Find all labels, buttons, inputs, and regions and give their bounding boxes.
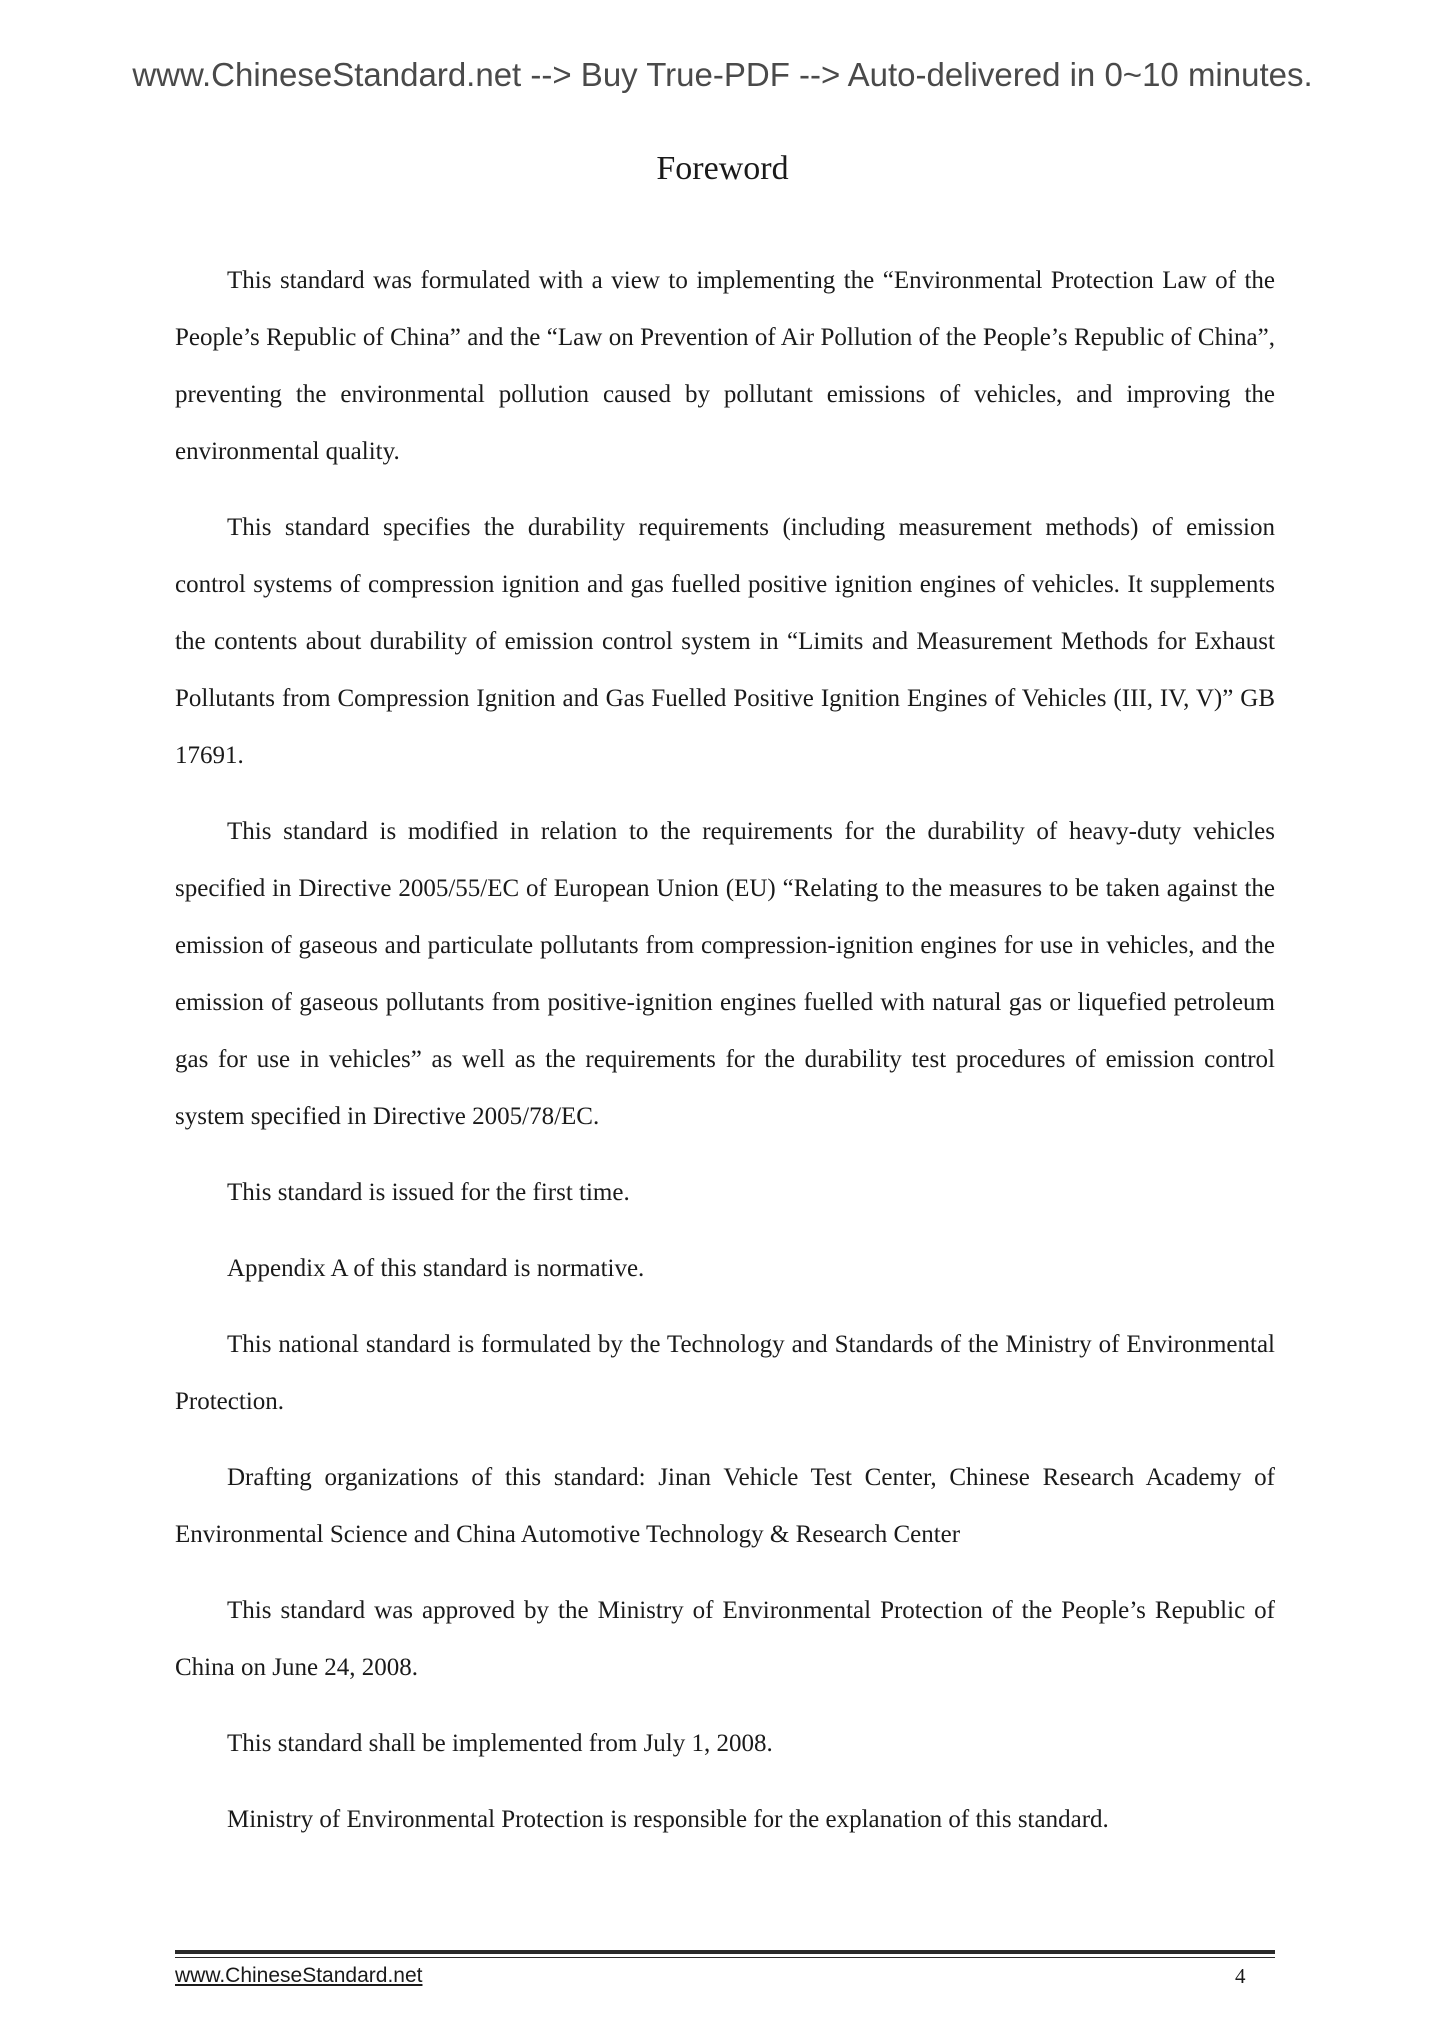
paragraph-approval: This standard was approved by the Ministry of Environmental Protection of the People’s Republic of China on June 24, 2008. bbox=[175, 1597, 1275, 1681]
document-body bbox=[175, 252, 1275, 1867]
paragraph-purpose: This standard was formulated with a view to implementing the “Environmental Protection Law of the People’s Republic of China” and the “Law on Prevention of Air Pollution of the People’s Republic of China”, preventing the environmental pollution caused by pollutant emissions of vehicles, and improving the environmental quality. bbox=[175, 267, 1275, 465]
paragraph-implementation-date: This standard shall be implemented from July 1, 2008. bbox=[227, 1730, 773, 1757]
paragraph-appendix: Appendix A of this standard is normative. bbox=[227, 1255, 645, 1282]
paragraph-scope: This standard specifies the durability requirements (including measurement methods) of emission control systems of compression ignition and gas fuelled positive ignition engines of vehicles. It supplements the contents about durability of emission control system in “Limits and Measurement Methods for Exhaust Pollutants from Compression Ignition and Gas Fuelled Positive Ignition Engines of Vehicles (III, IV, V)” GB 17691. bbox=[175, 514, 1275, 769]
paragraph-first-issue: This standard is issued for the first time. bbox=[227, 1179, 630, 1206]
footer-divider-thin bbox=[175, 1957, 1275, 1958]
page-number: 4 bbox=[1235, 1964, 1246, 1988]
paragraph-drafting-organizations: Drafting organizations of this standard: Jinan Vehicle Test Center, Chinese Research Academy of Environmental Science and China Automotive Technology & Research Center bbox=[175, 1464, 1275, 1548]
page-title: Foreword bbox=[656, 150, 789, 187]
paragraph-eu-reference: This standard is modified in relation to the requirements for the durability of heavy-duty vehicles specified in Directive 2005/55/EC of European Union (EU) “Relating to the measures to be taken against the emission of gaseous and particulate pollutants from compression-ignition engines for use in vehicles, and the emission of gaseous pollutants from positive-ignition engines fuelled with natural gas or liquefied petroleum gas for use in vehicles” as well as the requirements for the durability test procedures of emission control system specified in Directive 2005/78/EC. bbox=[175, 818, 1275, 1130]
header-banner: www.ChineseStandard.net --> Buy True-PDF --> Auto-delivered in 0~10 minutes. bbox=[132, 56, 1313, 93]
paragraph-explanation: Ministry of Environmental Protection is responsible for the explanation of this standard. bbox=[227, 1806, 1109, 1833]
footer-website-link[interactable]: www.ChineseStandard.net bbox=[175, 1964, 423, 1987]
paragraph-formulated-by: This national standard is formulated by the Technology and Standards of the Ministry of Environmental Protection. bbox=[175, 1331, 1275, 1415]
footer-divider bbox=[175, 1950, 1275, 1954]
